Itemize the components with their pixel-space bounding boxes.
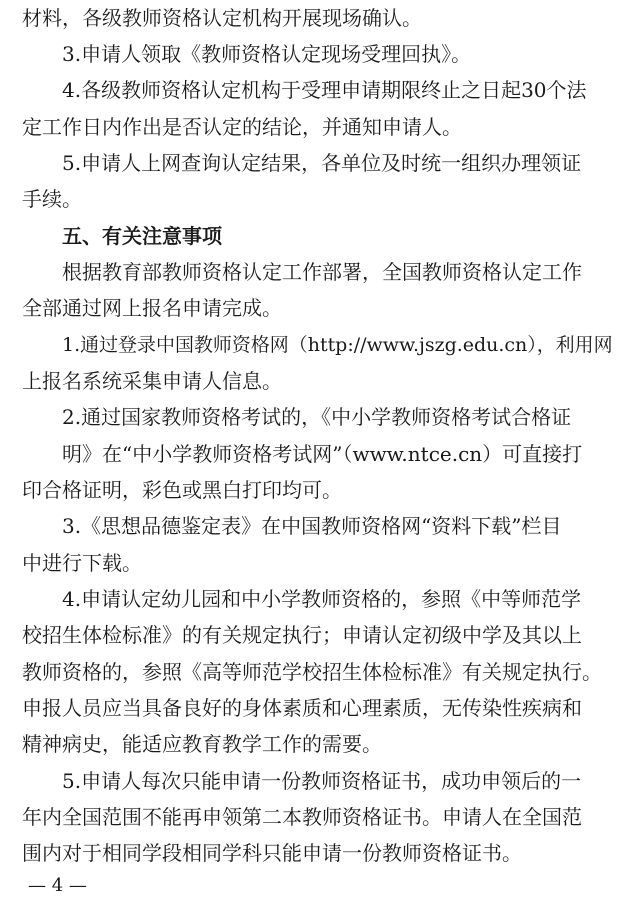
text-line: 定工作日内作出是否认定的结论，并通知申请人。 [22, 115, 462, 139]
section-heading: 五、有关注意事项 [62, 224, 222, 248]
text-line: 围内对于相同学段相同学科只能申请一份教师资格证书。 [22, 841, 522, 865]
text-line: 印合格证明，彩色或黑白打印均可。 [22, 478, 342, 502]
text-line: 5.申请人上网查询认定结果，各单位及时统一组织办理领证 [62, 151, 582, 175]
text-line: 3.《思想品德鉴定表》在中国教师资格网“资料下载”栏目 [62, 514, 562, 538]
text-line: 材料，各级教师资格认定机构开展现场确认。 [22, 6, 422, 30]
text-line: 上报名系统采集申请人信息。 [22, 369, 282, 393]
text-line: 精神病史，能适应教育教学工作的需要。 [22, 732, 382, 756]
text-line: 校招生体检标准》的有关规定执行；申请认定初级中学及其以上 [22, 623, 582, 647]
text-line: 手续。 [22, 187, 82, 211]
text-line: 2.通过国家教师资格考试的，《中小学教师资格考试合格证 [62, 405, 572, 429]
page-number: — 4 — [28, 875, 87, 896]
text-line: 根据教育部教师资格认定工作部署，全国教师资格认定工作 [62, 260, 582, 284]
text-line: 3.申请人领取《教师资格认定现场受理回执》。 [62, 42, 472, 66]
text-line: 1.通过登录中国教师资格网（http://www.jszg.edu.cn），利用网 [62, 334, 613, 356]
text-line: 申报人员应当具备良好的身体素质和心理素质，无传染性疾病和 [22, 696, 582, 720]
text-line: 年内全国范围不能再申领第二本教师资格证书。申请人在全国范 [22, 805, 582, 829]
text-line: 全部通过网上报名申请完成。 [22, 296, 282, 320]
text-line: 教师资格的，参照《高等师范学校招生体检标准》有关规定执行。 [22, 660, 602, 684]
text-line: 明》在“中小学教师资格考试网”（www.ntce.cn）可直接打 [62, 442, 583, 466]
text-line: 4.各级教师资格认定机构于受理申请期限终止之日起30个法 [62, 78, 587, 102]
text-line: 中进行下载。 [22, 551, 142, 575]
text-line: 5.申请人每次只能申请一份教师资格证书，成功申领后的一 [62, 769, 582, 793]
text-line: 4.申请认定幼儿园和中小学教师资格的，参照《中等师范学 [62, 587, 582, 611]
